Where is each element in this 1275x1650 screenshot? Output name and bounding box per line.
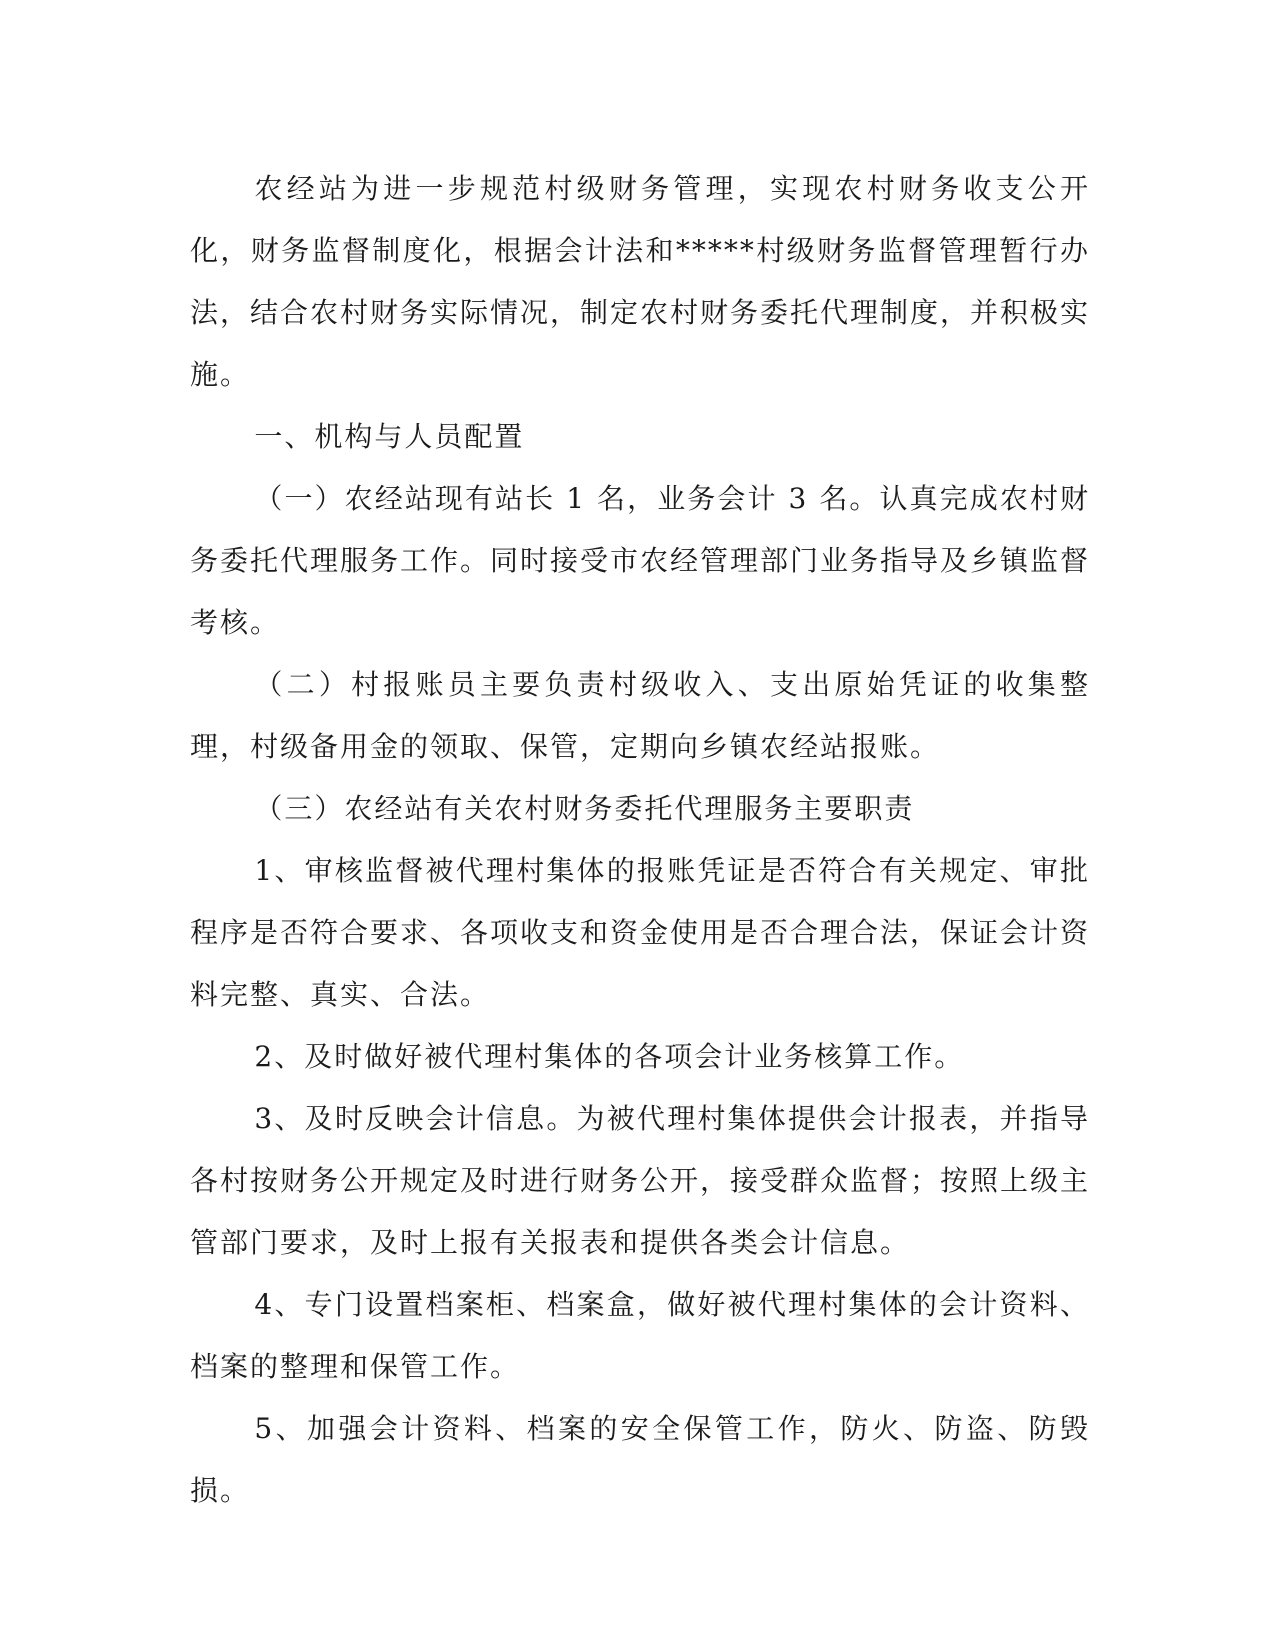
duty-item-1: 1、审核监督被代理村集体的报账凭证是否符合有关规定、审批程序是否符合要求、各项收支和资金使用是否合理合法，保证会计资料完整、真实、合法。 [190,854,1091,1011]
intro-paragraph: 农经站为进一步规范村级财务管理，实现农村财务收支公开化，财务监督制度化，根据会计法和*****村级财务监督管理暂行办法，结合农村财务实际情况，制定农村财务委托代理制度，并积极实施。 [190,172,1091,391]
duty-item-4: 4、专门设置档案柜、档案盒，做好被代理村集体的会计资料、档案的整理和保管工作。 [190,1288,1090,1383]
subsection-heading-3: （三）农经站有关农村财务委托代理服务主要职责 [254,792,915,825]
duty-item-5: 5、加强会计资料、档案的安全保管工作，防火、防盗、防毁损。 [190,1412,1090,1507]
subsection-paragraph-2: （二）村报账员主要负责村级收入、支出原始凭证的收集整理，村级备用金的领取、保管，定期向乡镇农经站报账。 [190,668,1090,763]
subsection-paragraph-1: （一）农经站现有站长 1 名，业务会计 3 名。认真完成农村财务委托代理服务工作。同时接受市农经管理部门业务指导及乡镇监督考核。 [190,482,1091,639]
duty-item-3: 3、及时反映会计信息。为被代理村集体提供会计报表，并指导各村按财务公开规定及时进行财务公开，接受群众监督；按照上级主管部门要求，及时上报有关报表和提供各类会计信息。 [190,1102,1091,1259]
section-heading-organization: 一、机构与人员配置 [254,420,525,453]
document-body [190,158,1090,1522]
duty-item-2: 2、及时做好被代理村集体的各项会计业务核算工作。 [254,1040,965,1073]
